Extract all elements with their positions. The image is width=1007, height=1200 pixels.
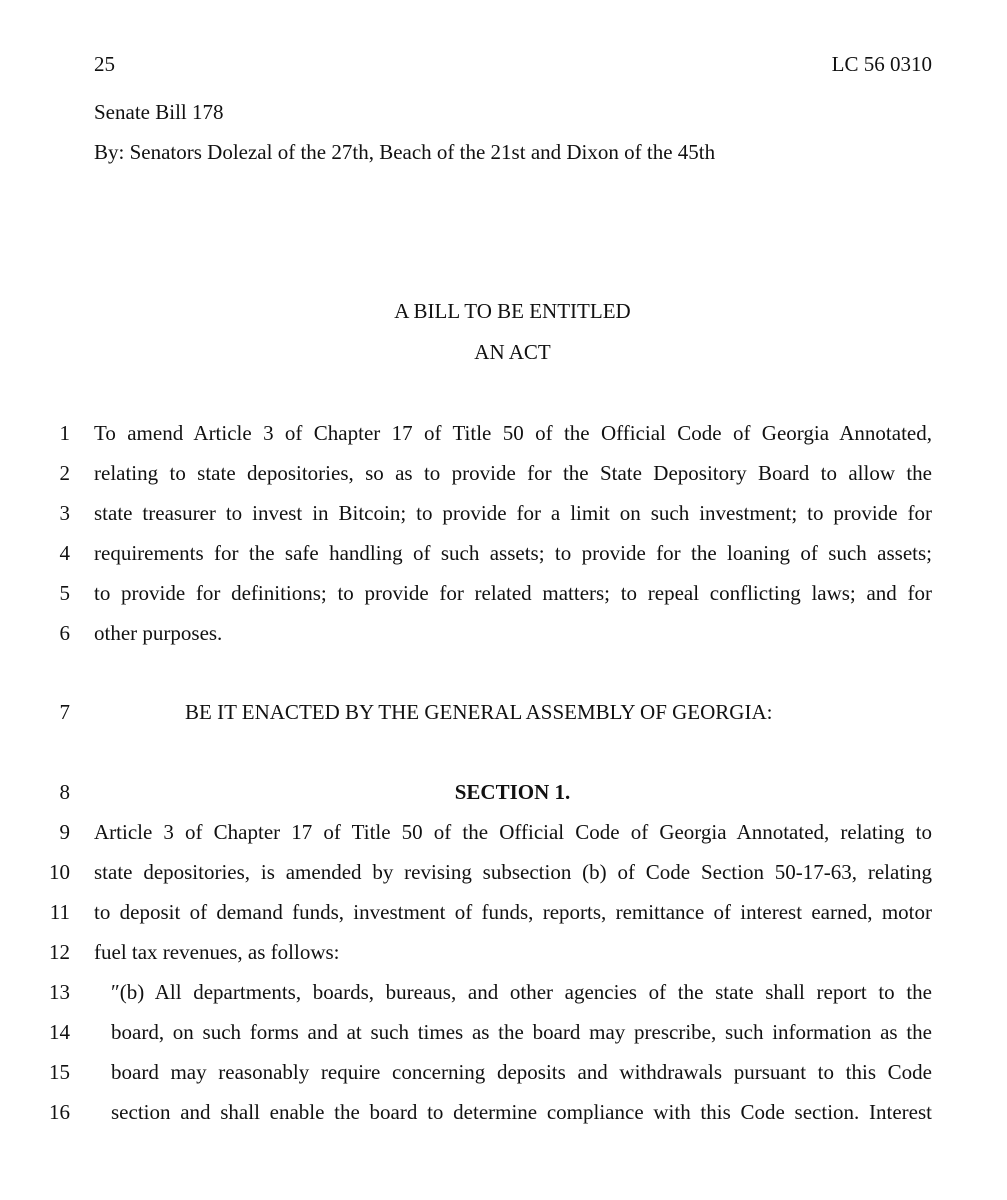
body-line: To amend Article 3 of Chapter 17 of Title 50 of the Official Code of Georgia Annotated, bbox=[94, 421, 932, 445]
body-line: ″(b) All departments, boards, bureaus, and other agencies of the state shall report to the bbox=[111, 980, 932, 1004]
line-number: 4 bbox=[59, 541, 70, 565]
line-number: 10 bbox=[49, 860, 70, 884]
body-line: state depositories, is amended by revising subsection (b) of Code Section 50-17-63, relating bbox=[94, 860, 932, 884]
line-number: 8 bbox=[59, 780, 70, 804]
line-number: 2 bbox=[59, 461, 70, 485]
line-number: 11 bbox=[49, 900, 70, 924]
line-number: 12 bbox=[49, 940, 70, 964]
enacting-clause: BE IT ENACTED BY THE GENERAL ASSEMBLY OF GEORGIA: bbox=[185, 700, 773, 724]
body-line: fuel tax revenues, as follows: bbox=[94, 940, 340, 964]
line-number: 9 bbox=[59, 820, 70, 844]
bill-id: Senate Bill 178 bbox=[94, 100, 224, 124]
line-number: 5 bbox=[59, 581, 70, 605]
body-line: board, on such forms and at such times as the board may prescribe, such information as the bbox=[111, 1020, 932, 1044]
lc-code: LC 56 0310 bbox=[831, 52, 932, 76]
line-number: 16 bbox=[49, 1100, 70, 1124]
body-line: requirements for the safe handling of such assets; to provide for the loaning of such assets; bbox=[94, 541, 932, 565]
line-number: 1 bbox=[59, 421, 70, 445]
bill-title-line-1: A BILL TO BE ENTITLED bbox=[394, 299, 631, 323]
bill-title-line-2: AN ACT bbox=[474, 340, 551, 364]
body-line: to deposit of demand funds, investment of funds, reports, remittance of interest earned, motor bbox=[94, 900, 932, 924]
body-line: board may reasonably require concerning deposits and withdrawals pursuant to this Code bbox=[111, 1060, 932, 1084]
body-line: other purposes. bbox=[94, 621, 223, 645]
line-number: 14 bbox=[49, 1020, 70, 1044]
line-number: 15 bbox=[49, 1060, 70, 1084]
line-number: 7 bbox=[59, 700, 70, 724]
line-number: 3 bbox=[59, 501, 70, 525]
line-number: 13 bbox=[49, 980, 70, 1004]
body-line: to provide for definitions; to provide for related matters; to repeal conflicting laws; and for bbox=[94, 581, 932, 605]
sponsors: By: Senators Dolezal of the 27th, Beach of the 21st and Dixon of the 45th bbox=[94, 140, 716, 164]
page-number: 25 bbox=[94, 52, 115, 76]
section-heading: SECTION 1. bbox=[454, 780, 571, 804]
line-number: 6 bbox=[59, 621, 70, 645]
body-line: Article 3 of Chapter 17 of Title 50 of the Official Code of Georgia Annotated, relating to bbox=[94, 820, 932, 844]
body-line: section and shall enable the board to determine compliance with this Code section. Interest bbox=[111, 1100, 932, 1124]
body-line: state treasurer to invest in Bitcoin; to provide for a limit on such investment; to provide for bbox=[94, 501, 932, 525]
body-line: relating to state depositories, so as to provide for the State Depository Board to allow the bbox=[94, 461, 932, 485]
